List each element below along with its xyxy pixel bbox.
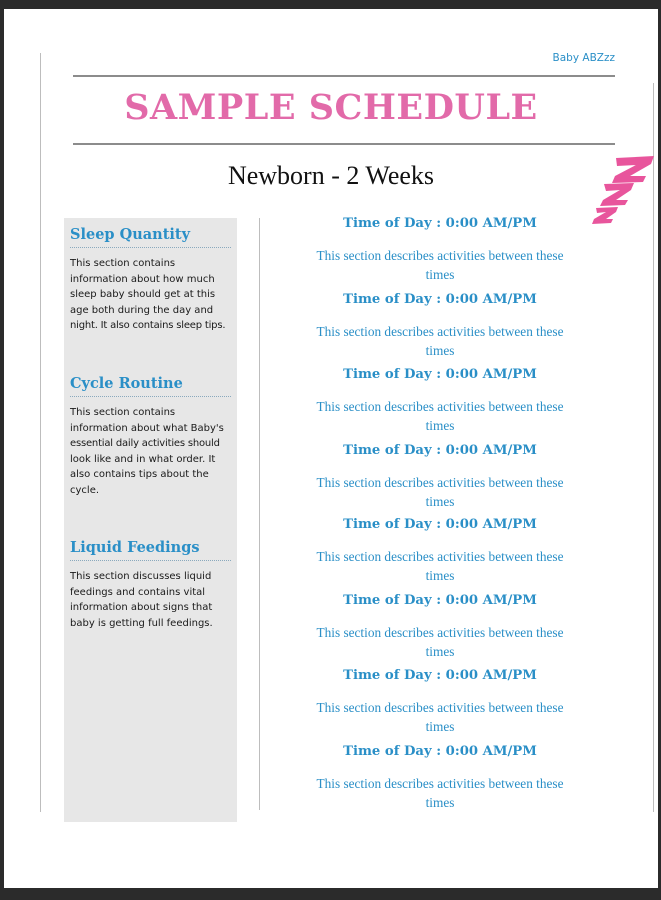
schedule-desc-line: This section describes activities between these [316, 399, 564, 414]
schedule-time: Time of Day : 0:00 AM/PM [343, 216, 537, 231]
schedule-desc-line: times [425, 795, 455, 810]
schedule-entry [300, 517, 580, 585]
brand-label: Baby ABZzz [552, 52, 615, 64]
section-body [70, 256, 231, 334]
schedule-desc-line: This section describes activities between these [316, 549, 564, 564]
bottom-rule [73, 143, 615, 145]
schedule-desc-line: This section describes activities between these [316, 776, 564, 791]
schedule-time: Time of Day : 0:00 AM/PM [343, 367, 537, 382]
section-title: Liquid Feedings [70, 539, 231, 561]
schedule-description [300, 547, 580, 585]
section-line: information about what Baby's [70, 422, 224, 434]
schedule-desc-line: times [425, 494, 455, 509]
section-line: also contains tips about the [70, 469, 209, 481]
section-line: baby is getting full feedings. [70, 617, 213, 629]
schedule-entry [300, 744, 580, 812]
schedule-desc-line: This section describes activities between these [316, 475, 564, 490]
section-line: This section discusses liquid [70, 571, 212, 582]
schedule-entry [300, 367, 580, 435]
section-title: Sleep Quantity [70, 226, 231, 248]
schedule-description [300, 623, 580, 661]
section-body [70, 569, 231, 631]
schedule-desc-line: times [425, 568, 455, 583]
section-cycle-routine [64, 375, 237, 499]
schedule-description [300, 698, 580, 736]
schedule-desc-line: times [425, 343, 455, 358]
section-line: night. It also contains sleep tips. [70, 320, 226, 332]
schedule-time: Time of Day : 0:00 AM/PM [343, 517, 537, 532]
schedule-desc-line: times [425, 418, 455, 433]
section-line: This section contains [70, 407, 176, 418]
schedule-time: Time of Day : 0:00 AM/PM [343, 744, 537, 759]
schedule-description [300, 322, 580, 360]
sidebar [64, 218, 237, 822]
section-line: information about signs that [70, 602, 213, 614]
schedule-desc-line: This section describes activities between these [316, 700, 564, 715]
section-line: essential daily activities should [70, 438, 220, 450]
schedule-time: Time of Day : 0:00 AM/PM [343, 668, 537, 683]
zzz-sleep-icon [590, 156, 656, 224]
schedule-desc-line: This section describes activities between these [316, 248, 564, 263]
section-line: look like and in what order. It [70, 453, 216, 465]
schedule-time: Time of Day : 0:00 AM/PM [343, 593, 537, 608]
page-title: SAMPLE SCHEDULE [124, 87, 538, 128]
section-sleep-quantity [64, 226, 237, 334]
page-subtitle: Newborn - 2 Weeks [227, 161, 435, 190]
schedule-description [300, 397, 580, 435]
schedule-description [300, 774, 580, 812]
section-body [70, 405, 231, 499]
schedule-desc-line: This section describes activities between these [316, 324, 564, 339]
section-line: feedings and contains vital [70, 586, 206, 598]
schedule-entry [300, 668, 580, 736]
schedule-desc-line: This section describes activities between these [316, 625, 564, 640]
section-line: age both during the day and [70, 304, 214, 316]
schedule-entry [300, 593, 580, 661]
top-rule [73, 75, 615, 77]
schedule-entry [300, 292, 580, 360]
section-line: This section contains [70, 258, 176, 269]
schedule-description [300, 473, 580, 511]
schedule-time: Time of Day : 0:00 AM/PM [343, 292, 537, 307]
section-line: information about how much [70, 273, 215, 285]
schedule-description [300, 246, 580, 284]
section-title: Cycle Routine [70, 375, 231, 397]
column-divider-line [259, 218, 260, 810]
schedule-desc-line: times [425, 719, 455, 734]
schedule-entry [300, 443, 580, 511]
schedule-desc-line: times [425, 644, 455, 659]
section-line: cycle. [70, 484, 100, 496]
document-page [4, 9, 658, 888]
section-line: sleep baby should get at this [70, 289, 216, 301]
schedule-entry [300, 216, 580, 284]
schedule-time: Time of Day : 0:00 AM/PM [343, 443, 537, 458]
section-liquid-feedings [64, 539, 237, 631]
schedule-desc-line: times [425, 267, 455, 282]
